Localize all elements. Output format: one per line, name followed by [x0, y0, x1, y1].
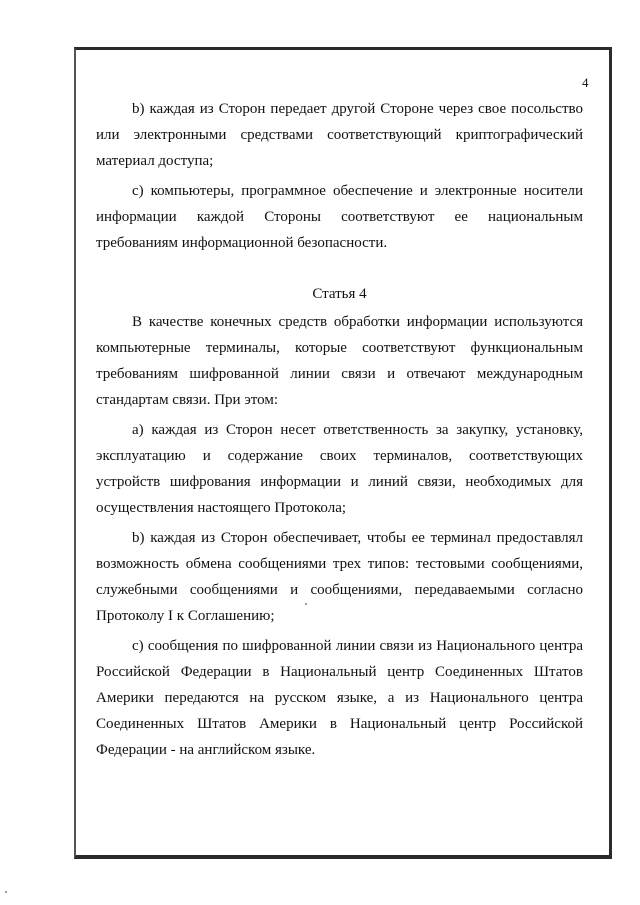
article-intro-paragraph: В качестве конечных средств обработки информации используются компьютерные терминалы, которые соответствуют функциональным требованиям шифрованной линии связи и отвечают международным стандартам связи. При этом: [96, 314, 583, 408]
article-item-b: b) каждая из Сторон обеспечивает, чтобы ее терминал предоставлял возможность обмена сообщениями трех типов: тестовыми сообщениями, служебными сообщениями и сообщениями, передаваемыми согласно Протоколу I к Соглашению; [96, 530, 583, 624]
page-number: 4 [582, 75, 589, 90]
article-item-a: a) каждая из Сторон несет ответственность за закупку, установку, эксплуатацию и содержание своих терминалов, соответствующих устройств шифрования информации и линий связи, необходимых для осуществления настоящего Протокола; [96, 422, 583, 516]
scan-corner-speck [5, 891, 7, 893]
paragraph-item-b: b) каждая из Сторон передает другой Стороне через свое посольство или электронными средствами соответствующий криптографический материал доступа; [96, 101, 583, 169]
article-item-c: c) сообщения по шифрованной линии связи из Национального центра Российской Федерации в Национальный центр Соединенных Штатов Америки передаются на русском языке, а из Национального центра Соединенных Штатов Америки в Национальный центр Российской Федерации - на английском языке. [96, 638, 583, 758]
scan-speck [305, 603, 307, 605]
top-section [96, 96, 583, 256]
paragraph-item-c: c) компьютеры, программное обеспечение и электронные носители информации каждой Стороны соответствуют ее национальным требованиям информационной безопасности. [96, 183, 583, 251]
article-heading: Статья 4 [312, 286, 367, 302]
article-body [96, 309, 583, 763]
